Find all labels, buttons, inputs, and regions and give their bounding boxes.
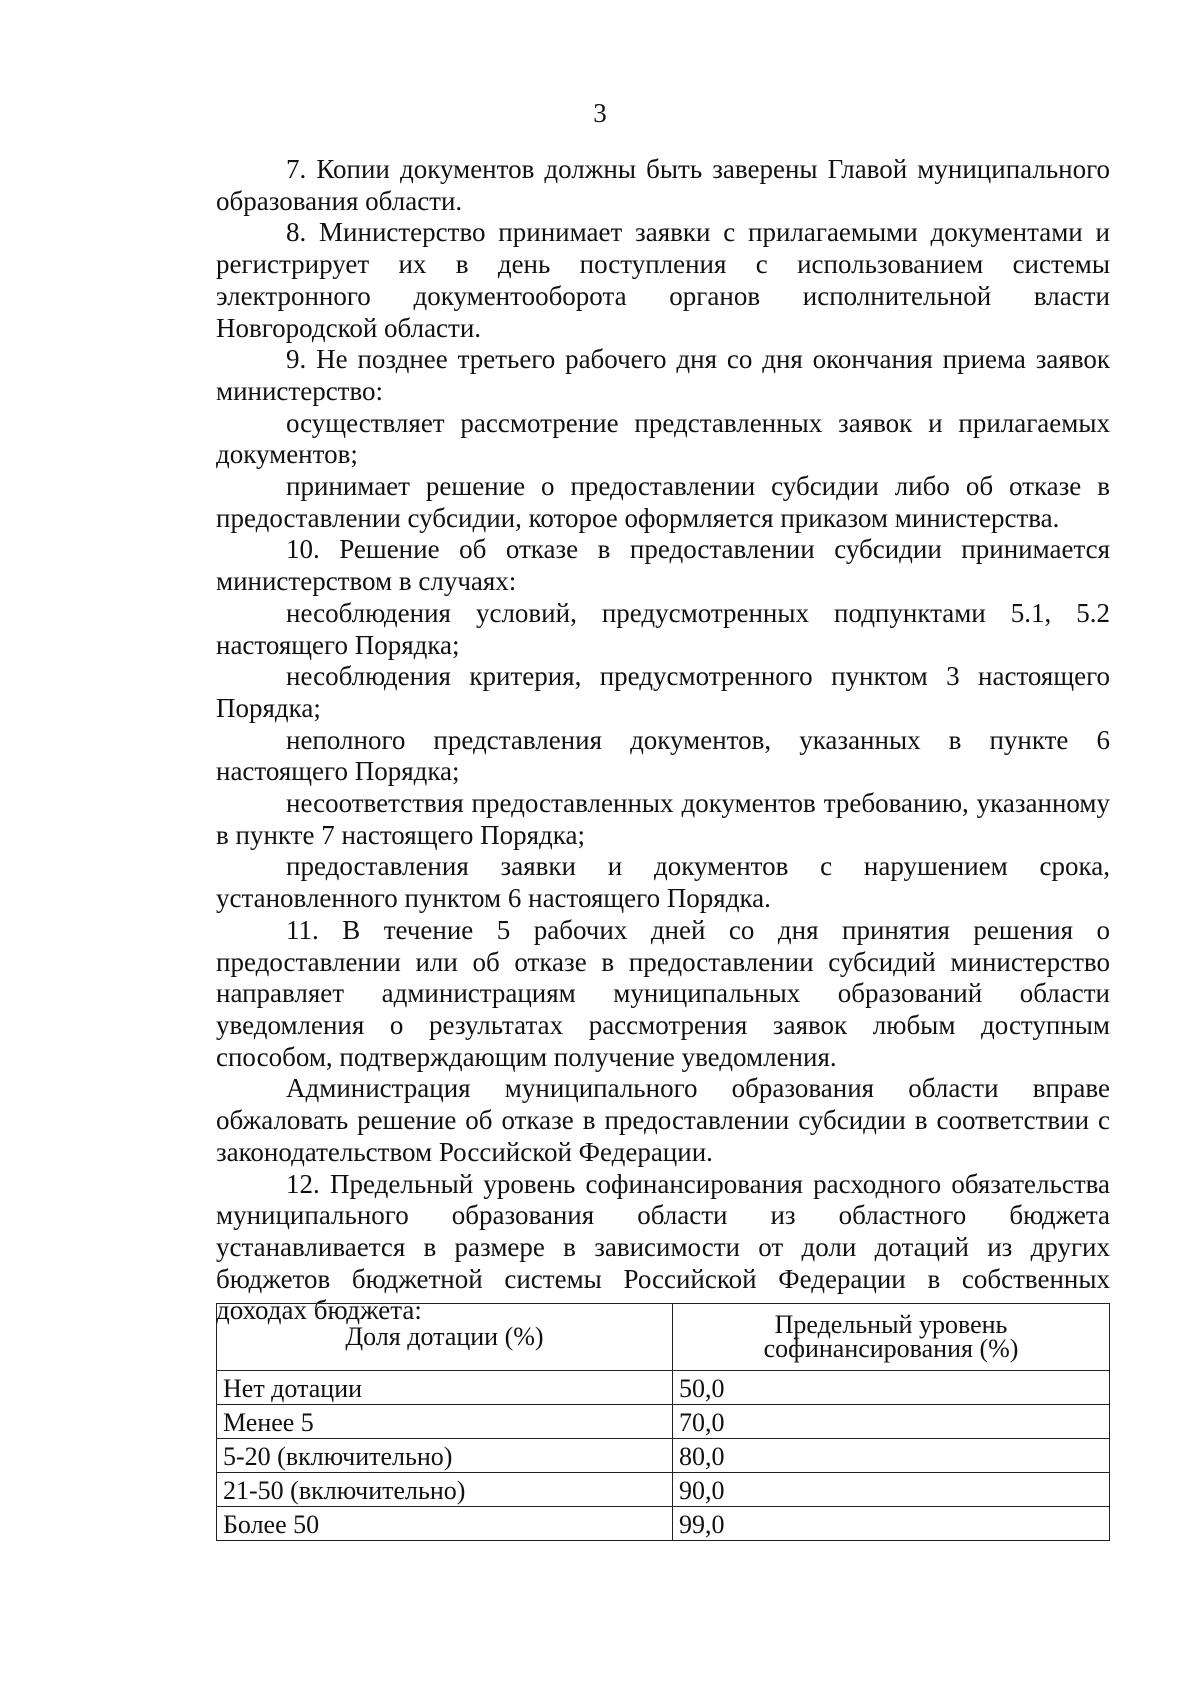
- table-cell-share: Нет дотации: [217, 1371, 673, 1405]
- cofinancing-table: [216, 1303, 1110, 1541]
- table-cell-share: Менее 5: [217, 1405, 673, 1439]
- paragraph-8: 8. Министерство принимает заявки с прилагаемыми документами и регистрирует их в день поступления с использованием системы электронного документооборота органов исполнительной власти Новгородской области.: [216, 217, 1110, 343]
- paragraph-11-appeal: Администрация муниципального образования области вправе обжаловать решение об отказе в предоставлении субсидии в соответствии с законодательством Российской Федерации.: [216, 1073, 1110, 1167]
- table-row: [217, 1405, 1110, 1439]
- table-header-cofinancing-level: Предельный уровень софинансирования (%): [673, 1304, 1110, 1371]
- table-cell-share: 5-20 (включительно): [217, 1439, 673, 1473]
- table-row: [217, 1439, 1110, 1473]
- paragraph-11: 11. В течение 5 рабочих дней со дня принятия решения о предоставлении или об отказе в предоставлении субсидий министерство направляет администрациям муниципальных образований области уведомления о результатах рассмотрения заявок любым доступным способом, подтверждающим получение уведомления.: [216, 914, 1110, 1072]
- table-cell-share: 21-50 (включительно): [217, 1473, 673, 1507]
- table-header-subsidy-share: Доля дотации (%): [217, 1304, 673, 1371]
- table-cell-level: 90,0: [673, 1473, 1110, 1507]
- paragraph-9-item-1: осуществляет рассмотрение представленных заявок и прилагаемых документов;: [216, 407, 1110, 470]
- table-cell-share: Более 50: [217, 1507, 673, 1541]
- paragraph-7: 7. Копии документов должны быть заверены Главой муниципального образования области.: [216, 154, 1110, 216]
- table-cell-level: 80,0: [673, 1439, 1110, 1473]
- paragraph-12: 12. Предельный уровень софинансирования расходного обязательства муниципального образования области из областного бюджета устанавливается в размере в зависимости от доли дотаций из других бюджетов бюджетной системы Российской Федерации в собственных доходах бюджета:: [216, 1168, 1110, 1326]
- paragraph-10-item-5: предоставления заявки и документов с нарушением срока, установленного пунктом 6 настоящего Порядка.: [216, 851, 1110, 914]
- paragraph-10-item-3: неполного представления документов, указанных в пункте 6 настоящего Порядка;: [216, 724, 1110, 787]
- document-body: [216, 154, 1110, 1327]
- paragraph-10-item-2: несоблюдения критерия, предусмотренного пунктом 3 настоящего Порядка;: [216, 661, 1110, 723]
- paragraph-10-item-1: несоблюдения условий, предусмотренных подпунктами 5.1, 5.2 настоящего Порядка;: [216, 597, 1110, 660]
- table-row: [217, 1473, 1110, 1507]
- table-cell-level: 99,0: [673, 1507, 1110, 1541]
- paragraph-10-item-4: несоответствия предоставленных документов требованию, указанному в пункте 7 настоящего Порядка;: [216, 788, 1110, 850]
- table-header-row: [217, 1304, 1110, 1371]
- paragraph-9: 9. Не позднее третьего рабочего дня со дня окончания приема заявок министерство:: [216, 344, 1110, 406]
- paragraph-9-item-2: принимает решение о предоставлении субсидии либо об отказе в предоставлении субсидии, которое оформляется приказом министерства.: [216, 471, 1110, 533]
- table-row: [217, 1371, 1110, 1405]
- page-number: 3: [593, 98, 607, 128]
- table-cell-level: 50,0: [673, 1371, 1110, 1405]
- table-row: [217, 1507, 1110, 1541]
- paragraph-10: 10. Решение об отказе в предоставлении субсидии принимается министерством в случаях:: [216, 534, 1110, 597]
- table-cell-level: 70,0: [673, 1405, 1110, 1439]
